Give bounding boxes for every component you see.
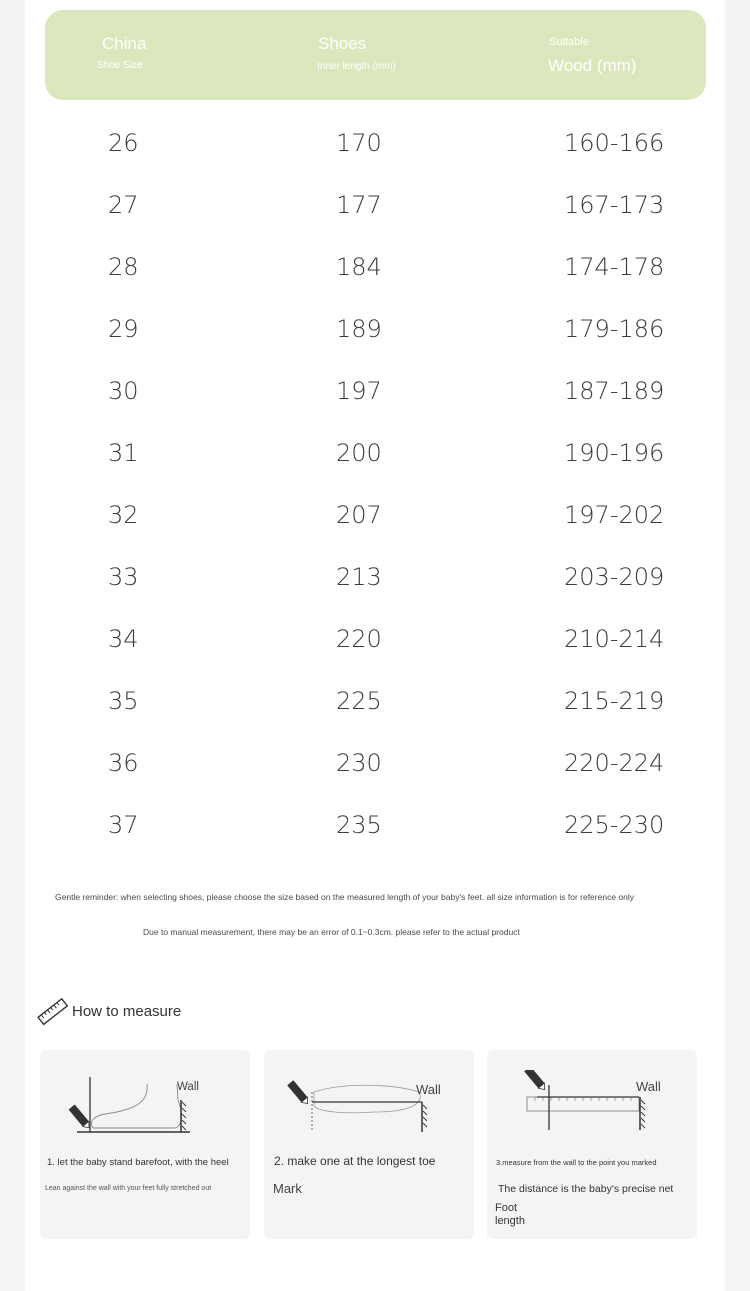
cell-inner-length: 220 [336,625,382,653]
measure-step-2 [264,1050,474,1239]
wall-label-1: Wall [177,1081,199,1093]
header-col-size [45,10,205,100]
cell-inner-length: 225 [336,687,382,715]
cell-foot-length: 225-230 [564,811,665,839]
cell-size: 28 [108,253,139,281]
cell-inner-length: 177 [336,191,382,219]
cell-foot-length: 167-173 [564,191,665,219]
step-3-text: 3.measure from the wall to the point you marked [496,1158,657,1167]
size-chart-page [25,0,725,1291]
cell-size: 30 [108,377,139,405]
error-note: Due to manual measurement, there may be an error of 0.1~0.3cm. please refer to the actual product [143,927,520,937]
cell-inner-length: 184 [336,253,382,281]
header-col-size-subtitle: Shoe Size [97,60,143,71]
measure-title: How to measure [72,1003,182,1020]
cell-size: 33 [108,563,139,591]
cell-inner-length: 235 [336,811,382,839]
cell-size: 34 [108,625,139,653]
cell-size: 35 [108,687,139,715]
cell-size: 32 [108,501,139,529]
header-col-size-title: China [102,34,147,53]
header-col-foot-label: Suitable [549,36,589,48]
table-header [45,10,706,100]
step-2-text: 2. make one at the longest toe [274,1154,436,1168]
cell-foot-length: 174-178 [564,253,665,281]
cell-foot-length: 187-189 [564,377,665,405]
header-col-inner [305,10,465,100]
step-3-sub: The distance is the baby's precise net [498,1183,674,1195]
cell-size: 26 [108,129,139,157]
cell-size: 27 [108,191,139,219]
cell-inner-length: 189 [336,315,382,343]
measure-step-1 [40,1050,250,1239]
step-1-sub: Lean against the wall with your feet fully stretched out [45,1185,212,1192]
step-1-text: 1. let the baby stand barefoot, with the heel [47,1157,229,1168]
cell-foot-length: 203-209 [564,563,665,591]
header-col-foot [525,10,705,100]
cell-foot-length: 220-224 [564,749,665,777]
cell-inner-length: 200 [336,439,382,467]
cell-inner-length: 213 [336,563,382,591]
cell-inner-length: 197 [336,377,382,405]
wall-label-3: Wall [636,1079,661,1094]
step-3-sub-foot: Foot [495,1202,518,1214]
step-3-sub-length: length [495,1215,525,1227]
wall-label-2: Wall [416,1082,441,1097]
header-col-inner-subtitle: Inner length (mm) [317,61,396,72]
cell-size: 36 [108,749,139,777]
cell-size: 31 [108,439,139,467]
cell-foot-length: 190-196 [564,439,665,467]
header-col-inner-title: Shoes [318,34,367,53]
cell-foot-length: 197-202 [564,501,665,529]
header-col-foot-title: Wood (mm) [548,56,637,75]
cell-foot-length: 210-214 [564,625,665,653]
ruler-icon [37,995,69,1029]
step-2-sub: Mark [273,1181,302,1196]
cell-inner-length: 230 [336,749,382,777]
reminder-note: Gentle reminder: when selecting shoes, please choose the size based on the measured length of your baby's feet. all size information is for reference only [55,892,635,902]
cell-inner-length: 170 [336,129,382,157]
measure-step-3 [487,1050,697,1239]
cell-size: 37 [108,811,139,839]
cell-foot-length: 179-186 [564,315,665,343]
cell-foot-length: 215-219 [564,687,665,715]
cell-inner-length: 207 [336,501,382,529]
cell-foot-length: 160-166 [564,129,665,157]
cell-size: 29 [108,315,139,343]
